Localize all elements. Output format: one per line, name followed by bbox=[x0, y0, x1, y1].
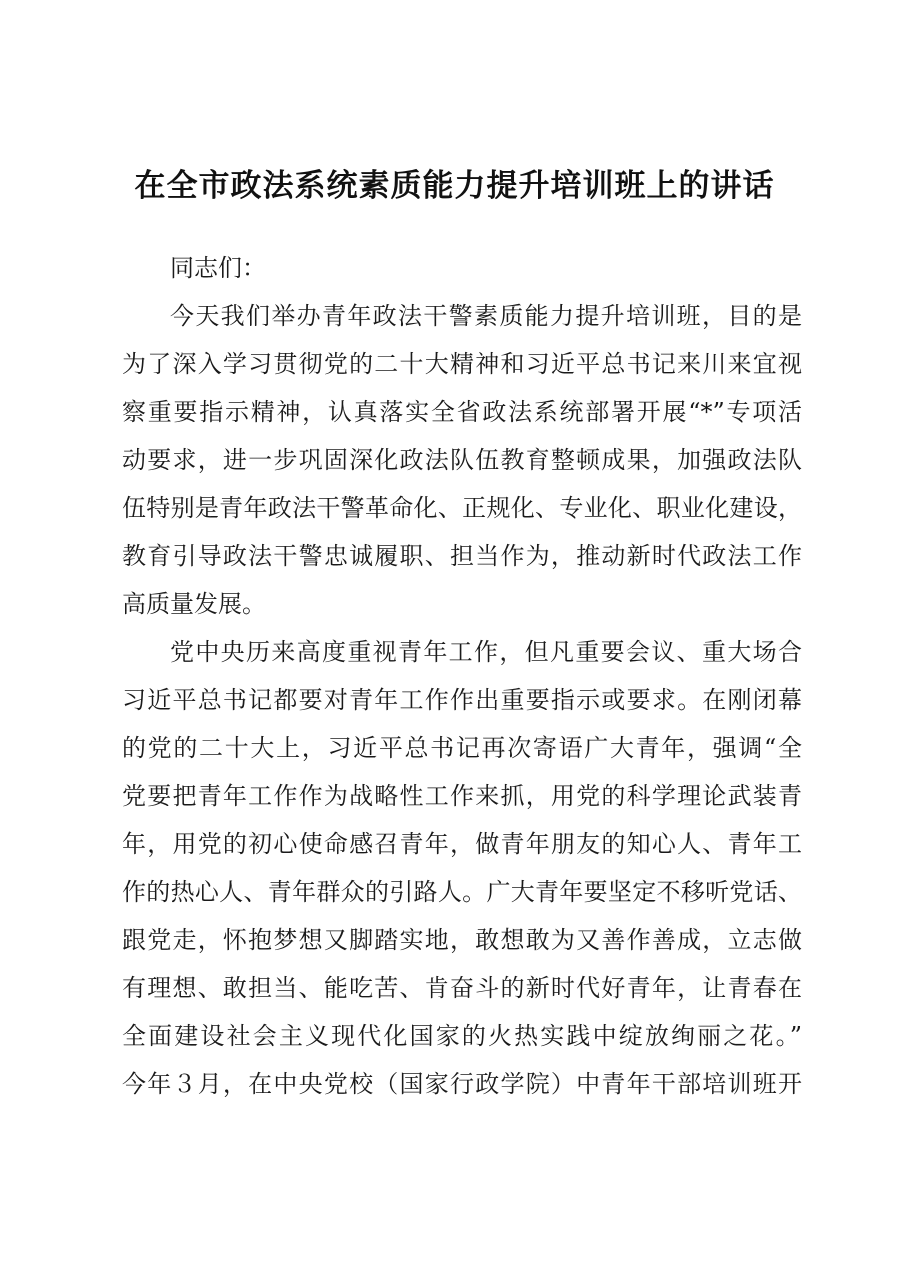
document-title: 在全市政法系统素质能力提升培训班上的讲话 bbox=[134, 168, 775, 204]
paragraph-2-line-7: 跟党走，怀抱梦想又脚踏实地，敢想敢为又善作善成，立志做 bbox=[122, 926, 802, 954]
paragraph-2-line-2: 习近平总书记都要对青年工作作出重要指示或要求。在刚闭幕 bbox=[122, 686, 802, 714]
paragraph-2-line-10: 今年３月，在中央党校（国家行政学院）中青年干部培训班开 bbox=[122, 1070, 802, 1098]
paragraph-2-line-3: 的党的二十大上，习近平总书记再次寄语广大青年，强调“全 bbox=[122, 734, 802, 762]
paragraph-2-line-5: 年，用党的初心使命感召青年，做青年朋友的知心人、青年工 bbox=[122, 830, 802, 858]
paragraph-2-line-9: 全面建设社会主义现代化国家的火热实践中绽放绚丽之花。” bbox=[122, 1022, 802, 1050]
paragraph-2-line-8: 有理想、敢担当、能吃苦、肯奋斗的新时代好青年，让青春在 bbox=[122, 974, 802, 1002]
paragraph-1-line-6: 教育引导政法干警忠诚履职、担当作为，推动新时代政法工作 bbox=[122, 542, 802, 570]
speech-body bbox=[122, 244, 802, 1108]
paragraph-1-line-2: 为了深入学习贯彻党的二十大精神和习近平总书记来川来宜视 bbox=[122, 350, 802, 378]
paragraph-1-line-7: 高质量发展。 bbox=[122, 590, 266, 618]
paragraph-1-line-3: 察重要指示精神，认真落实全省政法系统部署开展“*”专项活 bbox=[122, 398, 802, 426]
salutation-line: 同志们： bbox=[170, 254, 266, 282]
paragraph-2-line-1: 党中央历来高度重视青年工作，但凡重要会议、重大场合 bbox=[170, 638, 802, 666]
paragraph-1-line-5: 伍特别是青年政法干警革命化、正规化、专业化、职业化建设， bbox=[122, 494, 802, 522]
paragraph-2-line-6: 作的热心人、青年群众的引路人。广大青年要坚定不移听党话、 bbox=[122, 878, 802, 906]
paragraph-1-line-4: 动要求，进一步巩固深化政法队伍教育整顿成果，加强政法队 bbox=[122, 446, 802, 474]
paragraph-2-line-4: 党要把青年工作作为战略性工作来抓，用党的科学理论武装青 bbox=[122, 782, 802, 810]
paragraph-1-line-1: 今天我们举办青年政法干警素质能力提升培训班，目的是 bbox=[170, 302, 802, 330]
